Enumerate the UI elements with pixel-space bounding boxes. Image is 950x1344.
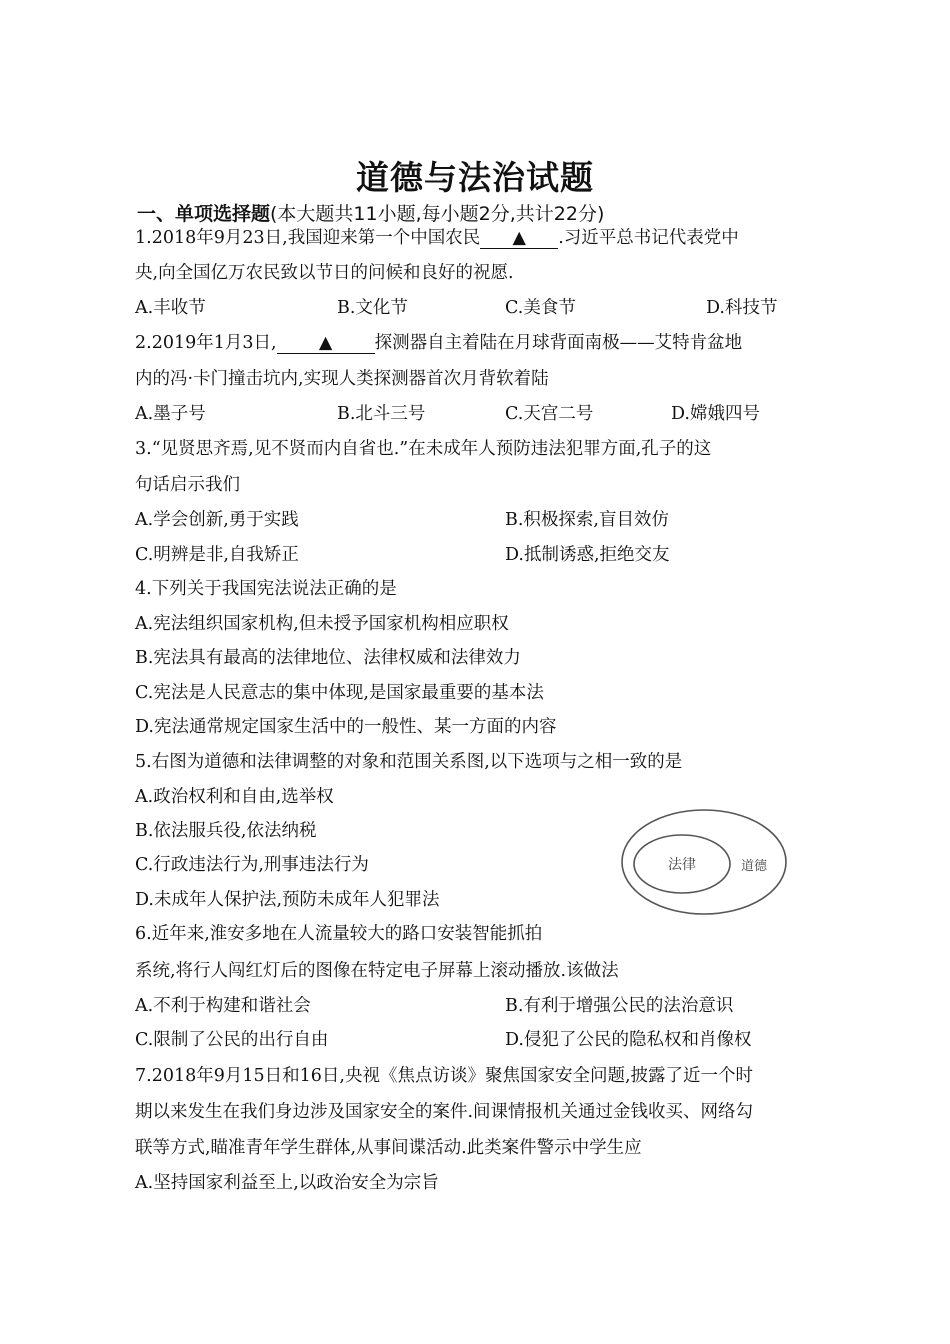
question-2-stem-text: 2.2019年1月3日, <box>135 333 277 353</box>
question-7-option-a: A.坚持国家利益至上,以政治安全为宗旨 <box>135 1173 439 1193</box>
question-1-option-a: A.丰收节 <box>135 298 206 318</box>
morality-label: 道德 <box>740 859 768 874</box>
question-5-option-d: D.未成年人保护法,预防未成年人犯罪法 <box>135 890 440 910</box>
question-6-option-c: C.限制了公民的出行自由 <box>135 1030 329 1050</box>
question-3-stem-line-2: 句话启示我们 <box>135 475 240 495</box>
question-2-stem-line-1 <box>135 331 742 355</box>
question-3-option-a: A.学会创新,勇于实践 <box>135 510 299 530</box>
section-heading-label: 一、单项选择题 <box>137 203 271 225</box>
question-6-option-d: D.侵犯了公民的隐私权和肖像权 <box>505 1030 752 1050</box>
question-1-option-b: B.文化节 <box>337 298 408 318</box>
answer-blank-2: ▲ <box>277 333 375 354</box>
question-1-stem-line-1 <box>135 226 739 250</box>
question-6-option-a: A.不利于构建和谐社会 <box>135 996 311 1016</box>
question-5-option-b: B.依法服兵役,依法纳税 <box>135 821 317 841</box>
question-1-stem-text: 1.2018年9月23日,我国迎来第一个中国农民 <box>135 228 481 248</box>
question-5-stem: 5.右图为道德和法律调整的对象和范围关系图,以下选项与之相一致的是 <box>135 752 683 772</box>
law-label: 法律 <box>668 857 696 873</box>
question-1-option-d: D.科技节 <box>706 298 778 318</box>
question-6-stem-line-1: 6.近年来,淮安多地在人流量较大的路口安装智能抓拍 <box>135 924 543 944</box>
page-title: 道德与法治试题 <box>356 158 594 197</box>
question-4-option-a: A.宪法组织国家机构,但未授予国家机构相应职权 <box>135 614 509 634</box>
question-4-option-b: B.宪法具有最高的法律地位、法律权威和法律效力 <box>135 648 521 668</box>
question-7-stem-line-1: 7.2018年9月15日和16日,央视《焦点访谈》聚焦国家安全问题,披露了近一个时 <box>135 1066 754 1086</box>
question-2-option-b: B.北斗三号 <box>337 404 426 424</box>
question-2-stem-text-2: 探测器自主着陆在月球背面南极——艾特肯盆地 <box>374 333 743 353</box>
question-4-option-c: C.宪法是人民意志的集中体现,是国家最重要的基本法 <box>135 683 544 703</box>
question-6-stem-line-2: 系统,将行人闯红灯后的图像在特定电子屏幕上滚动播放.该做法 <box>135 961 619 981</box>
question-2-option-d: D.嫦娥四号 <box>671 404 760 424</box>
question-2-option-c: C.天宫二号 <box>505 404 594 424</box>
question-6-option-b: B.有利于增强公民的法治意识 <box>505 996 734 1016</box>
question-3-stem-line-1: 3.“见贤思齐焉,见不贤而内自省也.”在未成年人预防违法犯罪方面,孔子的这 <box>135 439 712 459</box>
question-3-option-b: B.积极探索,盲目效仿 <box>505 510 669 530</box>
section-heading-note: (本大题共11小题,每小题2分,共计22分) <box>270 203 605 225</box>
question-7-stem-line-3: 联等方式,瞄准青年学生群体,从事间谍活动.此类案件警示中学生应 <box>135 1138 642 1158</box>
question-1-option-c: C.美食节 <box>505 298 576 318</box>
question-4-stem: 4.下列关于我国宪法说法正确的是 <box>135 579 397 599</box>
question-3-option-d: D.抵制诱惑,拒绝交友 <box>505 545 670 565</box>
question-2-stem-line-2: 内的冯·卡门撞击坑内,实现人类探测器首次月背软着陆 <box>135 369 549 389</box>
question-5-option-c: C.行政违法行为,刑事违法行为 <box>135 855 369 875</box>
question-1-stem-text-2: .习近平总书记代表党中 <box>558 228 739 248</box>
question-4-option-d: D.宪法通常规定国家生活中的一般性、某一方面的内容 <box>135 717 557 737</box>
section-heading <box>137 199 604 226</box>
question-7-stem-line-2: 期以来发生在我们身边涉及国家安全的案件.间课情报机关通过金钱收买、网络勾 <box>135 1102 754 1122</box>
question-2-option-a: A.墨子号 <box>135 404 206 424</box>
question-5-option-a: A.政治权利和自由,选举权 <box>135 787 334 807</box>
law-morality-diagram <box>620 806 792 918</box>
question-3-option-c: C.明辨是非,自我矫正 <box>135 545 299 565</box>
answer-blank-1: ▲ <box>480 228 558 249</box>
question-1-stem-line-2: 央,向全国亿万农民致以节日的问候和良好的祝愿. <box>135 263 514 283</box>
